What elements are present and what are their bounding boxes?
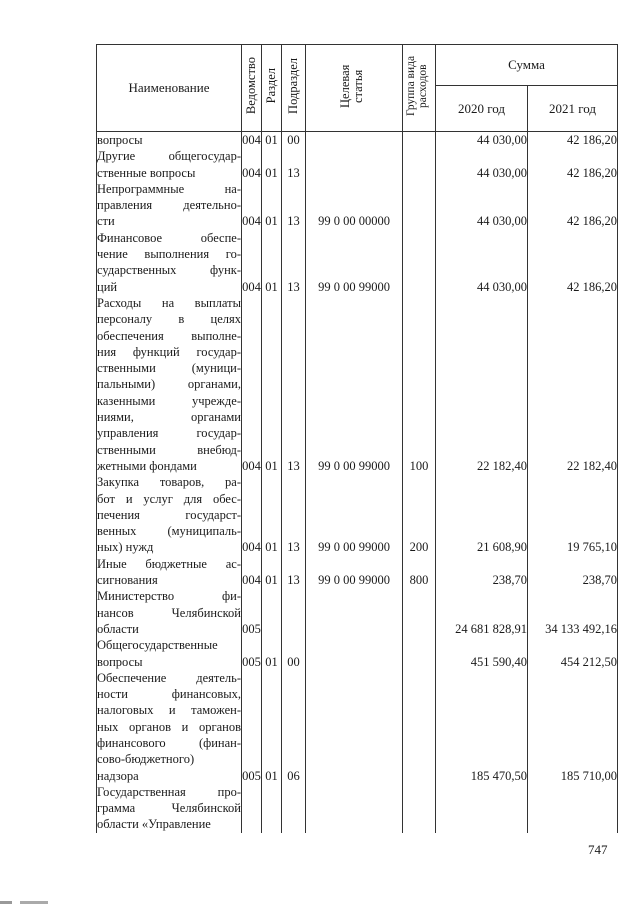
- header-target-article: Целевая статья: [306, 45, 403, 132]
- header-sum: Сумма: [436, 45, 618, 86]
- row-expense-group: [403, 181, 436, 230]
- row-target-article: [306, 670, 403, 784]
- row-name-line: сигнования: [97, 573, 158, 588]
- row-expense-group: [403, 588, 436, 637]
- row-subsection: [282, 784, 306, 833]
- row-name: [97, 132, 242, 149]
- row-subsection: 13: [282, 474, 306, 555]
- row-name-line: нансов Челябинской: [97, 605, 241, 620]
- row-subsection: 13: [282, 230, 306, 295]
- table-row: [97, 474, 618, 555]
- table-body: [97, 132, 618, 833]
- row-subsection: [282, 588, 306, 637]
- row-name-line: сти: [97, 214, 115, 229]
- table-row: [97, 588, 618, 637]
- header-department: Ведомство: [242, 45, 262, 132]
- row-name-line: казенными учрежде-: [97, 393, 241, 408]
- row-target-article: [306, 148, 403, 181]
- table-row: [97, 670, 618, 784]
- row-subsection: 13: [282, 295, 306, 474]
- row-expense-group: 800: [403, 556, 436, 589]
- row-name: [97, 588, 242, 637]
- row-name-line: правления деятельно-: [97, 198, 241, 213]
- row-sum-2021: 42 186,20: [528, 132, 618, 149]
- row-name-line: персоналу в целях: [97, 312, 241, 327]
- row-name-line: бот и услуг для обес-: [97, 491, 241, 506]
- row-sum-2020: 238,70: [436, 556, 528, 589]
- row-sum-2021: 185 710,00: [528, 670, 618, 784]
- row-target-article: 99 0 00 00000: [306, 181, 403, 230]
- row-department: [242, 784, 262, 833]
- row-name-line: печения государст-: [97, 507, 241, 522]
- row-expense-group: [403, 148, 436, 181]
- row-sum-2021: [528, 784, 618, 833]
- row-name-line: области «Управление: [97, 817, 211, 832]
- table-row: [97, 132, 618, 149]
- row-name-line: налоговых и таможен-: [97, 703, 241, 718]
- row-name-line: сударственных функ-: [97, 263, 241, 278]
- table-row: [97, 148, 618, 181]
- row-name: [97, 556, 242, 589]
- row-section: 01: [262, 148, 282, 181]
- row-sum-2020: 44 030,00: [436, 230, 528, 295]
- row-name-line: ций: [97, 279, 118, 294]
- row-name-line: Расходы на выплаты: [97, 295, 241, 310]
- row-name-line: Непрограммные на-: [97, 181, 241, 196]
- budget-table: [96, 44, 618, 833]
- row-name-line: сово-бюджетного): [97, 752, 195, 767]
- row-subsection: 13: [282, 181, 306, 230]
- row-name-line: ственными (муници-: [97, 361, 241, 376]
- row-name-line: финансового (финан-: [97, 735, 241, 750]
- row-subsection: 00: [282, 132, 306, 149]
- row-section: 01: [262, 556, 282, 589]
- header-year-2020: 2020 год: [436, 86, 528, 132]
- row-expense-group: [403, 670, 436, 784]
- row-sum-2020: 451 590,40: [436, 637, 528, 670]
- row-subsection: 06: [282, 670, 306, 784]
- row-subsection: 13: [282, 148, 306, 181]
- row-name: [97, 181, 242, 230]
- row-sum-2021: 238,70: [528, 556, 618, 589]
- row-name-line: венных (муниципаль-: [97, 524, 241, 539]
- row-department: 004: [242, 474, 262, 555]
- row-expense-group: 100: [403, 295, 436, 474]
- scan-edge-mark: [0, 901, 60, 904]
- row-name-line: пальными) органами,: [97, 377, 241, 392]
- row-name: [97, 784, 242, 833]
- row-sum-2020: 24 681 828,91: [436, 588, 528, 637]
- row-name-line: вопросы: [97, 654, 143, 669]
- row-department: 004: [242, 148, 262, 181]
- row-name-line: ственные вопросы: [97, 165, 196, 180]
- header-year-2021: 2021 год: [528, 86, 618, 132]
- row-sum-2020: 44 030,00: [436, 148, 528, 181]
- row-name: [97, 148, 242, 181]
- row-sum-2021: 42 186,20: [528, 181, 618, 230]
- row-name-line: ных органов и органов: [97, 719, 241, 734]
- row-sum-2020: 44 030,00: [436, 132, 528, 149]
- row-department: 004: [242, 230, 262, 295]
- header-section: Раздел: [262, 45, 282, 132]
- header-name: Наименование: [97, 45, 242, 132]
- row-expense-group: [403, 230, 436, 295]
- row-department: 005: [242, 588, 262, 637]
- row-name-line: жетными фондами: [97, 458, 197, 473]
- row-name: [97, 670, 242, 784]
- row-sum-2020: 21 608,90: [436, 474, 528, 555]
- row-sum-2021: 34 133 492,16: [528, 588, 618, 637]
- row-name-line: надзора: [97, 768, 139, 783]
- row-target-article: 99 0 00 99000: [306, 474, 403, 555]
- row-section: 01: [262, 132, 282, 149]
- row-section: 01: [262, 637, 282, 670]
- row-department: 004: [242, 181, 262, 230]
- row-sum-2021: 19 765,10: [528, 474, 618, 555]
- row-name-line: Министерство фи-: [97, 589, 241, 604]
- row-target-article: [306, 132, 403, 149]
- row-section: 01: [262, 295, 282, 474]
- row-name-line: ственными внебюд-: [97, 442, 241, 457]
- row-name-line: ниями, органами: [97, 410, 241, 425]
- row-sum-2020: [436, 784, 528, 833]
- row-department: 004: [242, 295, 262, 474]
- header-subsection: Подраздел: [282, 45, 306, 132]
- row-section: 01: [262, 670, 282, 784]
- row-name-line: Закупка товаров, ра-: [97, 475, 241, 490]
- row-sum-2021: 42 186,20: [528, 148, 618, 181]
- row-name-line: грамма Челябинской: [97, 801, 241, 816]
- row-department: 004: [242, 556, 262, 589]
- table-row: [97, 784, 618, 833]
- row-name: [97, 295, 242, 474]
- row-name-line: Финансовое обеспе-: [97, 230, 241, 245]
- row-subsection: 13: [282, 556, 306, 589]
- table-header-row: [97, 45, 618, 86]
- row-expense-group: [403, 784, 436, 833]
- row-name-line: ности финансовых,: [97, 687, 241, 702]
- row-target-article: 99 0 00 99000: [306, 556, 403, 589]
- row-section: [262, 588, 282, 637]
- row-target-article: [306, 637, 403, 670]
- row-target-article: 99 0 00 99000: [306, 295, 403, 474]
- row-name-line: Государственная про-: [97, 784, 241, 799]
- table-row: [97, 556, 618, 589]
- row-expense-group: [403, 637, 436, 670]
- row-sum-2020: 44 030,00: [436, 181, 528, 230]
- row-name-line: вопросы: [97, 133, 143, 147]
- header-expense-group: Группа вида расходов: [403, 45, 436, 132]
- row-name-line: обеспечения выполне-: [97, 328, 241, 343]
- row-name-line: ния функций государ-: [97, 344, 241, 359]
- row-sum-2021: 42 186,20: [528, 230, 618, 295]
- table-row: [97, 230, 618, 295]
- row-section: 01: [262, 181, 282, 230]
- row-name-line: Общегосударственные: [97, 638, 218, 653]
- row-name: [97, 474, 242, 555]
- row-name-line: области: [97, 621, 139, 636]
- table-row: [97, 181, 618, 230]
- row-department: 004: [242, 133, 261, 147]
- row-name: [97, 230, 242, 295]
- row-name-line: чение выполнения го-: [97, 247, 241, 262]
- row-sum-2020: 185 470,50: [436, 670, 528, 784]
- row-expense-group: [403, 132, 436, 149]
- row-name-line: Обеспечение деятель-: [97, 670, 241, 685]
- row-name-line: ных) нужд: [97, 540, 154, 555]
- row-section: 01: [262, 474, 282, 555]
- row-section: 01: [262, 230, 282, 295]
- row-name: [97, 637, 242, 670]
- row-name-line: управления государ-: [97, 426, 241, 441]
- row-target-article: [306, 588, 403, 637]
- row-department: 005: [242, 637, 262, 670]
- row-department: 005: [242, 670, 262, 784]
- row-target-article: 99 0 00 99000: [306, 230, 403, 295]
- row-subsection: 00: [282, 637, 306, 670]
- row-section: [262, 784, 282, 833]
- row-name-line: Иные бюджетные ас-: [97, 556, 241, 571]
- row-expense-group: 200: [403, 474, 436, 555]
- table-row: [97, 637, 618, 670]
- row-name-line: Другие общегосудар-: [97, 149, 241, 164]
- row-sum-2021: 454 212,50: [528, 637, 618, 670]
- row-target-article: [306, 784, 403, 833]
- page-number: 747: [588, 842, 608, 857]
- row-sum-2020: 22 182,40: [436, 295, 528, 474]
- table-row: [97, 295, 618, 474]
- row-sum-2021: 22 182,40: [528, 295, 618, 474]
